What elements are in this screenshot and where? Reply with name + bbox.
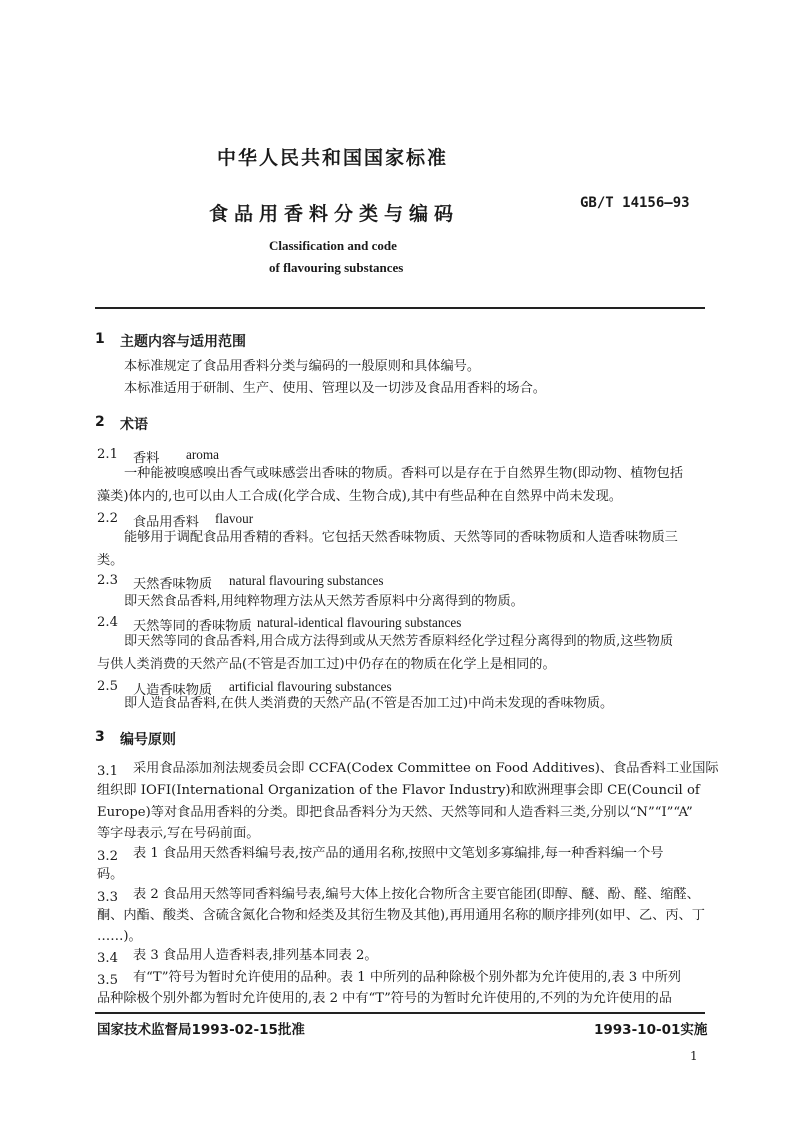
term-2-2-chinese: 食品用香料	[133, 515, 199, 530]
term-2-5-english: artificial flavouring substances	[229, 679, 392, 694]
clause-3-3-number: 3.3	[97, 890, 118, 905]
term-2-2-definition-line-2: 类。	[97, 553, 124, 568]
clause-3-3-line-2: 酮、内酯、酸类、含硫含氮化合物和烃类及其衍生物及其他),再用通用名称的顺序排列(如甲、乙、丙、丁	[97, 908, 705, 923]
clause-3-2-number: 3.2	[97, 849, 118, 864]
clause-3-5-number: 3.5	[97, 973, 118, 988]
section-2-title: 术语	[120, 417, 148, 433]
clause-3-4-line-1: 表 3 食品用人造香料表,排列基本同表 2。	[133, 948, 378, 963]
term-2-4-definition-line-1: 即天然等同的食品香料,用合成方法得到或从天然芳香原料经化学过程分离得到的物质,这些物质	[124, 634, 674, 649]
clause-3-4-number: 3.4	[97, 951, 118, 966]
term-2-2-english: flavour	[215, 511, 254, 526]
section-1-paragraph-1: 本标准规定了食品用香料分类与编码的一般原则和具体编号。	[124, 359, 481, 374]
clause-3-3-line-1: 表 2 食品用天然等同香料编号表,编号大体上按化合物所含主要官能团(即醇、醚、酚、醛、缩醛、	[133, 887, 700, 902]
term-2-4-english: natural-identical flavouring substances	[257, 615, 462, 630]
section-1-number: 1	[95, 331, 105, 347]
term-2-4-number: 2.4	[97, 615, 118, 630]
term-2-1-number: 2.1	[97, 447, 118, 462]
term-2-1-chinese: 香料	[133, 451, 160, 466]
term-2-5-chinese: 人造香味物质	[133, 683, 213, 698]
term-2-4-chinese: 天然等同的香味物质	[133, 619, 252, 634]
clause-3-5-line-2: 品种除极个别外都为暂时允许使用的,表 2 中有“T”符号的为暂时允许使用的,不列的为允许使用的品	[97, 991, 672, 1006]
page-number: 1	[690, 1049, 698, 1063]
clause-3-2-line-1: 表 1 食品用天然香料编号表,按产品的通用名称,按照中文笔划多寡编排,每一种香料编一个号	[133, 846, 664, 861]
term-2-2-definition-line-1: 能够用于调配食品用香精的香料。它包括天然香味物质、天然等同的香味物质和人造香味物质三	[124, 530, 678, 545]
term-2-1-english: aroma	[186, 447, 219, 462]
english-title-line-1: Classification and code	[269, 238, 397, 253]
clause-3-1-number: 3.1	[97, 764, 118, 779]
english-title-line-2: of flavouring substances	[269, 260, 404, 275]
clause-3-2-line-2: 码。	[97, 867, 124, 882]
clause-3-1-line-2: 组织即 IOFI(International Organization of the Flavor Industry)和欧洲理事会即 CE(Council of	[97, 783, 700, 798]
clause-3-1-line-1: 采用食品添加剂法规委员会即 CCFA(Codex Committee on Food Additives)、食品香料工业国际	[133, 761, 719, 776]
section-1-paragraph-2: 本标准适用于研制、生产、使用、管理以及一切涉及食品用香料的场合。	[124, 381, 546, 396]
section-3-number: 3	[95, 729, 105, 745]
term-2-3-chinese: 天然香味物质	[133, 577, 213, 592]
term-2-1-definition-line-1: 一种能被嗅感嗅出香气或味感尝出香味的物质。香料可以是存在于自然界生物(即动物、植物包括	[124, 466, 684, 481]
term-2-3-english: natural flavouring substances	[229, 573, 384, 588]
term-2-3-number: 2.3	[97, 573, 118, 588]
implementation-date: 1993-10-01实施	[594, 1022, 708, 1038]
clause-3-5-line-1: 有“T”符号为暂时允许使用的品种。表 1 中所列的品种除极个别外都为允许使用的,表 3 中所列	[133, 970, 681, 985]
term-2-4-definition-line-2: 与供人类消费的天然产品(不管是否加工过)中仍存在的物质在化学上是相同的。	[97, 657, 556, 672]
clause-3-1-line-3: Europe)等对食品用香料的分类。即把食品香料分为天然、天然等同和人造香料三类,分别以“N”“I”“A”	[97, 805, 693, 820]
footer-divider	[95, 1012, 705, 1014]
section-2-number: 2	[95, 414, 105, 430]
clause-3-1-line-4: 等字母表示,写在号码前面。	[97, 826, 260, 841]
term-2-3-definition-line-1: 即天然食品香料,用纯粹物理方法从天然芳香原料中分离得到的物质。	[124, 594, 524, 609]
section-3-title: 编号原则	[120, 732, 176, 748]
clause-3-3-line-3: ……)。	[97, 929, 142, 944]
term-2-5-number: 2.5	[97, 679, 118, 694]
term-2-2-number: 2.2	[97, 511, 118, 526]
header-divider	[95, 307, 705, 309]
approval-statement: 国家技术监督局1993-02-15批准	[97, 1022, 305, 1038]
section-1-title: 主题内容与适用范围	[120, 334, 246, 350]
document-title: 食品用香料分类与编码	[209, 203, 460, 225]
national-standard-heading: 中华人民共和国国家标准	[217, 147, 449, 169]
standard-code: GB/T 14156—93	[580, 195, 690, 211]
term-2-1-definition-line-2: 藻类)体内的,也可以由人工合成(化学合成、生物合成),其中有些品种在自然界中尚未发现。	[97, 489, 622, 504]
term-2-5-definition-line-1: 即人造食品香料,在供人类消费的天然产品(不管是否加工过)中尚未发现的香味物质。	[124, 696, 614, 711]
